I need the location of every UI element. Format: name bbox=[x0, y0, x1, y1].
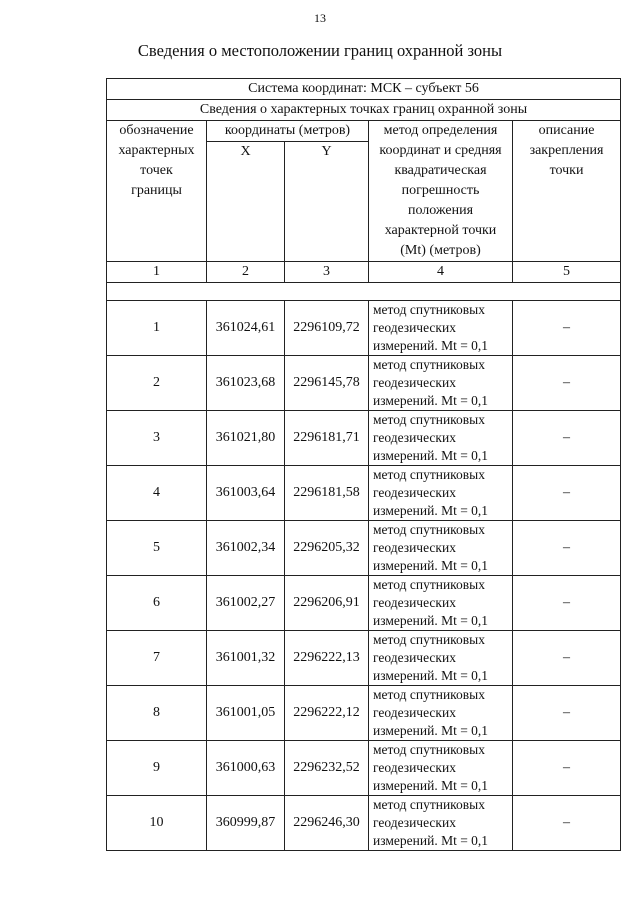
method-text: геодезических bbox=[373, 650, 456, 665]
header-coordinates: координаты (метров) bbox=[207, 121, 369, 142]
method-text: геодезических bbox=[373, 485, 456, 500]
method-cell bbox=[369, 631, 513, 686]
header-text: обозначение bbox=[119, 123, 194, 138]
boundary-points-table bbox=[106, 78, 621, 851]
y-coordinate-cell: 2296232,52 bbox=[285, 741, 369, 796]
x-coordinate-cell: 361023,68 bbox=[207, 356, 285, 411]
header-text: квадратическая bbox=[394, 163, 487, 178]
method-cell bbox=[369, 576, 513, 631]
description-cell: – bbox=[513, 521, 621, 576]
y-coordinate-cell: 2296181,71 bbox=[285, 411, 369, 466]
method-cell bbox=[369, 741, 513, 796]
header-y: Y bbox=[285, 142, 369, 262]
description-cell: – bbox=[513, 741, 621, 796]
header-text: метод определения bbox=[383, 123, 498, 138]
column-number: 3 bbox=[285, 262, 369, 283]
method-text: измерений. Mt = 0,1 bbox=[373, 393, 489, 408]
header-method bbox=[369, 121, 513, 262]
method-text: измерений. Mt = 0,1 bbox=[373, 613, 489, 628]
method-text: геодезических bbox=[373, 320, 456, 335]
method-text: метод спутниковых bbox=[373, 797, 485, 812]
column-number: 2 bbox=[207, 262, 285, 283]
y-coordinate-cell: 2296246,30 bbox=[285, 796, 369, 851]
method-cell bbox=[369, 686, 513, 741]
description-cell: – bbox=[513, 301, 621, 356]
x-coordinate-cell: 361003,64 bbox=[207, 466, 285, 521]
method-cell bbox=[369, 521, 513, 576]
header-x: X bbox=[207, 142, 285, 262]
method-text: измерений. Mt = 0,1 bbox=[373, 723, 489, 738]
x-coordinate-cell: 361001,32 bbox=[207, 631, 285, 686]
point-number-cell: 9 bbox=[107, 741, 207, 796]
description-cell: – bbox=[513, 796, 621, 851]
header-description bbox=[513, 121, 621, 262]
point-number-cell: 1 bbox=[107, 301, 207, 356]
method-text: измерений. Mt = 0,1 bbox=[373, 668, 489, 683]
table-subtitle: Сведения о характерных точках границ охранной зоны bbox=[107, 100, 621, 121]
table-row bbox=[107, 576, 621, 631]
method-text: измерений. Mt = 0,1 bbox=[373, 448, 489, 463]
point-number-cell: 7 bbox=[107, 631, 207, 686]
header-text: (Mt) (метров) bbox=[400, 243, 481, 258]
blank-cell bbox=[107, 283, 621, 301]
x-coordinate-cell: 361021,80 bbox=[207, 411, 285, 466]
x-coordinate-cell: 361002,34 bbox=[207, 521, 285, 576]
header-text: положения bbox=[407, 203, 474, 218]
method-text: геодезических bbox=[373, 815, 456, 830]
table-row bbox=[107, 466, 621, 521]
table-row bbox=[107, 301, 621, 356]
method-text: измерений. Mt = 0,1 bbox=[373, 558, 489, 573]
x-coordinate-cell: 360999,87 bbox=[207, 796, 285, 851]
description-cell: – bbox=[513, 686, 621, 741]
y-coordinate-cell: 2296205,32 bbox=[285, 521, 369, 576]
header-text: границы bbox=[131, 183, 182, 198]
method-text: измерений. Mt = 0,1 bbox=[373, 833, 489, 848]
point-number-cell: 5 bbox=[107, 521, 207, 576]
header-text: характерной точки bbox=[384, 223, 497, 238]
page-number: 13 bbox=[314, 11, 326, 25]
point-number-cell: 8 bbox=[107, 686, 207, 741]
method-cell bbox=[369, 466, 513, 521]
document-title: Сведения о местоположении границ охранной зоны bbox=[137, 41, 503, 60]
table-row bbox=[107, 631, 621, 686]
header-point-designation bbox=[107, 121, 207, 262]
table-row bbox=[107, 411, 621, 466]
header-text: координат и средняя bbox=[379, 143, 502, 158]
description-cell: – bbox=[513, 631, 621, 686]
method-text: метод спутниковых bbox=[373, 467, 485, 482]
x-coordinate-cell: 361024,61 bbox=[207, 301, 285, 356]
header-text: погрешность bbox=[401, 183, 480, 198]
table-row bbox=[107, 686, 621, 741]
header-text: точки bbox=[549, 163, 584, 178]
description-cell: – bbox=[513, 576, 621, 631]
method-text: метод спутниковых bbox=[373, 577, 485, 592]
x-coordinate-cell: 361001,05 bbox=[207, 686, 285, 741]
header-text: описание bbox=[538, 123, 595, 138]
method-text: метод спутниковых bbox=[373, 632, 485, 647]
point-number-cell: 2 bbox=[107, 356, 207, 411]
x-coordinate-cell: 361000,63 bbox=[207, 741, 285, 796]
method-text: метод спутниковых bbox=[373, 302, 485, 317]
header-text: характерных bbox=[118, 143, 195, 158]
header-text: точек bbox=[140, 163, 173, 178]
method-text: геодезических bbox=[373, 375, 456, 390]
method-text: измерений. Mt = 0,1 bbox=[373, 338, 489, 353]
column-number: 4 bbox=[369, 262, 513, 283]
method-text: геодезических bbox=[373, 705, 456, 720]
coordinate-system-header: Система координат: МСК – субъект 56 bbox=[107, 79, 621, 100]
column-number: 5 bbox=[513, 262, 621, 283]
point-number-cell: 3 bbox=[107, 411, 207, 466]
blank-row bbox=[107, 283, 621, 301]
y-coordinate-cell: 2296145,78 bbox=[285, 356, 369, 411]
method-text: метод спутниковых bbox=[373, 522, 485, 537]
method-text: геодезических bbox=[373, 595, 456, 610]
y-coordinate-cell: 2296181,58 bbox=[285, 466, 369, 521]
method-text: геодезических bbox=[373, 760, 456, 775]
table-row bbox=[107, 521, 621, 576]
description-cell: – bbox=[513, 411, 621, 466]
x-coordinate-cell: 361002,27 bbox=[207, 576, 285, 631]
method-text: метод спутниковых bbox=[373, 742, 485, 757]
point-number-cell: 6 bbox=[107, 576, 207, 631]
y-coordinate-cell: 2296109,72 bbox=[285, 301, 369, 356]
method-text: метод спутниковых bbox=[373, 687, 485, 702]
method-text: измерений. Mt = 0,1 bbox=[373, 503, 489, 518]
y-coordinate-cell: 2296222,12 bbox=[285, 686, 369, 741]
method-text: метод спутниковых bbox=[373, 357, 485, 372]
method-cell bbox=[369, 796, 513, 851]
description-cell: – bbox=[513, 356, 621, 411]
y-coordinate-cell: 2296222,13 bbox=[285, 631, 369, 686]
y-coordinate-cell: 2296206,91 bbox=[285, 576, 369, 631]
table-row bbox=[107, 796, 621, 851]
column-number: 1 bbox=[107, 262, 207, 283]
header-text: закрепления bbox=[529, 143, 604, 158]
point-number-cell: 10 bbox=[107, 796, 207, 851]
method-cell bbox=[369, 411, 513, 466]
method-text: геодезических bbox=[373, 540, 456, 555]
method-text: измерений. Mt = 0,1 bbox=[373, 778, 489, 793]
method-text: метод спутниковых bbox=[373, 412, 485, 427]
method-text: геодезических bbox=[373, 430, 456, 445]
point-number-cell: 4 bbox=[107, 466, 207, 521]
method-cell bbox=[369, 356, 513, 411]
description-cell: – bbox=[513, 466, 621, 521]
table-row bbox=[107, 741, 621, 796]
table-row bbox=[107, 356, 621, 411]
column-numbers-row bbox=[107, 262, 621, 283]
method-cell bbox=[369, 301, 513, 356]
